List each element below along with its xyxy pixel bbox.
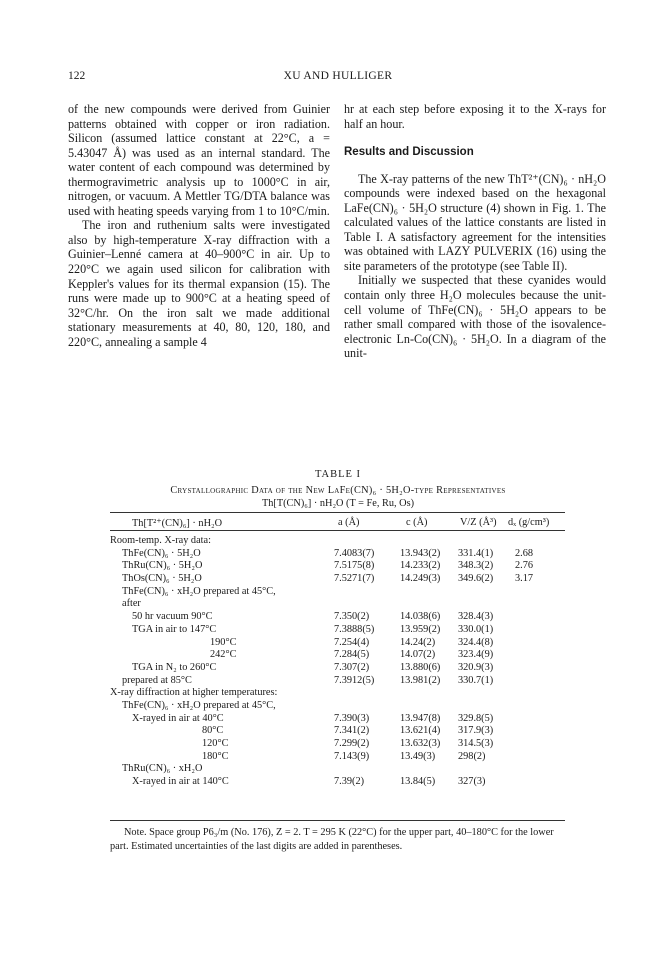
table-cell: 14.249(3) bbox=[400, 573, 441, 585]
table-cell: 327(3) bbox=[458, 776, 486, 788]
table-row bbox=[110, 700, 565, 713]
row-label: 190°C bbox=[210, 636, 237, 648]
table-cell: 349.6(2) bbox=[458, 573, 494, 585]
table-header bbox=[110, 517, 565, 533]
table-cell: 314.5(3) bbox=[458, 738, 494, 749]
row-label: ThRu(CN)₆ · xH₂O bbox=[122, 763, 203, 775]
table-cell: 7.350(2) bbox=[334, 611, 370, 623]
table-cell: 7.341(2) bbox=[334, 725, 370, 737]
table-cell: 13.621(4) bbox=[400, 725, 441, 737]
table-cell: 13.84(5) bbox=[400, 776, 436, 788]
table-cell: 14.038(6) bbox=[400, 611, 441, 623]
paragraph: of the new compounds were derived from Guinier patterns obtained with copper or iron radiation. Silicon (assumed lattice constant at 22°C, a = 5.43047 Å) was used as an internal standard. The water content of each compound was determined by thermogravimetric analysis up to 1000°C in air, nitrogen, or vacuum. A Mettler TG/DTA balance was used with heating speeds varying from 1 to 10°C/min. bbox=[68, 102, 330, 218]
table-cell: 14.24(2) bbox=[400, 636, 436, 648]
table-row bbox=[110, 776, 565, 789]
table-row bbox=[110, 586, 565, 599]
table-row bbox=[110, 535, 565, 548]
table-cell: 14.233(2) bbox=[400, 560, 441, 572]
row-label: Room-temp. X-ray data: bbox=[110, 535, 211, 546]
table-top-rule bbox=[110, 512, 565, 513]
table-cell: 13.880(6) bbox=[400, 661, 441, 673]
table-row bbox=[110, 560, 565, 573]
table-row bbox=[110, 687, 565, 700]
right-column bbox=[344, 102, 606, 361]
running-title: XU AND HULLIGER bbox=[283, 70, 393, 82]
row-label: ThFe(CN)₆ · 5H₂O bbox=[122, 547, 201, 559]
column-header: V/Z (Å³) bbox=[460, 517, 497, 528]
left-column bbox=[68, 102, 330, 349]
table-cell: 7.5175(8) bbox=[334, 560, 375, 572]
table-cell: 7.4083(7) bbox=[334, 547, 375, 559]
table-cell: 13.632(3) bbox=[400, 738, 441, 749]
table-cell: 320.9(3) bbox=[458, 661, 494, 673]
row-label: 242°C bbox=[210, 649, 237, 661]
table-cell: 317.9(3) bbox=[458, 725, 494, 737]
table-row bbox=[110, 751, 565, 764]
table-body bbox=[110, 535, 565, 789]
row-label: 180°C bbox=[202, 750, 229, 762]
table-cell: 7.284(5) bbox=[334, 649, 370, 661]
table-cell: 7.3912(5) bbox=[334, 674, 375, 686]
table-row bbox=[110, 611, 565, 624]
row-label: 120°C bbox=[202, 738, 229, 749]
table-row bbox=[110, 649, 565, 662]
table-cell: 13.959(2) bbox=[400, 623, 441, 635]
paragraph: The iron and ruthenium salts were investigated also by high-temperature X-ray diffraction with a Guinier–Lenné camera at 40–900°C in air. Up to 220°C we again used silicon for calibration with Keppler's values for its thermal expansion (15). The runs were made up to 900°C at a heating speed of 32°C/hr. On the iron salt we made additional stationary measurements at 40, 80, 120, 180, and 220°C, annealing a sample 4 bbox=[68, 218, 330, 349]
table-cell: 7.3888(5) bbox=[334, 623, 375, 635]
column-header: c (Å) bbox=[406, 517, 428, 528]
table-cell: 328.4(3) bbox=[458, 611, 494, 623]
column-header: Th[T²⁺(CN)₆] · nH₂O bbox=[132, 518, 223, 529]
data-table bbox=[110, 535, 565, 789]
row-label: ThFe(CN)₆ · xH₂O prepared at 45°C, bbox=[122, 699, 276, 711]
row-label: TGA in N₂ to 260°C bbox=[132, 661, 217, 673]
table-title-line: Crystallographic Data of the New LaFe(CN)₆ · 5H₂O-type Representatives bbox=[170, 485, 506, 496]
section-heading: Results and Discussion bbox=[344, 146, 474, 159]
table-cell: 7.299(2) bbox=[334, 738, 370, 749]
table-cell: 348.3(2) bbox=[458, 560, 494, 572]
row-label: X-ray diffraction at higher temperatures: bbox=[110, 687, 278, 699]
table-cell: 7.390(3) bbox=[334, 712, 370, 724]
table-row bbox=[110, 624, 565, 637]
page-number: 122 bbox=[68, 70, 86, 82]
row-label: ThFe(CN)₆ · xH₂O prepared at 45°C, bbox=[122, 585, 276, 597]
table-cell: 329.8(5) bbox=[458, 712, 494, 724]
row-label: ThRu(CN)₆ · 5H₂O bbox=[122, 560, 203, 572]
table-cell: 7.143(9) bbox=[334, 750, 370, 762]
table-bottom-rule bbox=[110, 820, 565, 821]
row-label: X-rayed in air at 140°C bbox=[132, 776, 229, 788]
table-row bbox=[110, 637, 565, 650]
row-label: 50 hr vacuum 90°C bbox=[132, 611, 213, 623]
table-cell: 13.981(2) bbox=[400, 674, 441, 686]
paragraph: The X-ray patterns of the new ThT²⁺(CN)₆ · nH₂O compounds were indexed based on the hexagonal LaFe(CN)₆ · 5H₂O structure (4) shown in Fig. 1. The calculated values of the lattice constants are listed in Table I. A satisfactory agreement for the intensities was obtained with LAZY PULVERIX (16) using the site parameters of the prototype (see Table II). bbox=[344, 171, 606, 273]
row-label: after bbox=[122, 598, 141, 610]
row-label: TGA in air to 147°C bbox=[132, 623, 217, 635]
table-cell: 13.947(8) bbox=[400, 712, 441, 724]
table-cell: 323.4(9) bbox=[458, 649, 494, 661]
table-row bbox=[110, 662, 565, 675]
table-cell: 14.07(2) bbox=[400, 649, 436, 661]
table-cell: 330.0(1) bbox=[458, 623, 494, 635]
paragraph: Initially we suspected that these cyanides would contain only three H₂O molecules because the unit-cell volume of ThFe(CN)₆ · 5H₂O appears to be rather small compared with those of the isovalence-electronic Ln-Co(CN)₆ · 5H₂O. In a diagram of the unit- bbox=[344, 273, 606, 361]
row-label: 80°C bbox=[202, 725, 224, 737]
table-cell: 13.49(3) bbox=[400, 750, 436, 762]
table-cell: 331.4(1) bbox=[458, 547, 494, 559]
table-cell: 7.5271(7) bbox=[334, 573, 375, 585]
column-header: a (Å) bbox=[338, 517, 360, 528]
column-header: dₓ (g/cm³) bbox=[508, 517, 550, 528]
table-cell: 2.68 bbox=[515, 547, 534, 559]
row-label: X-rayed in air at 40°C bbox=[132, 712, 224, 724]
table-row bbox=[110, 548, 565, 561]
table-row bbox=[110, 675, 565, 688]
table-row bbox=[110, 725, 565, 738]
table-row bbox=[110, 738, 565, 751]
table-row bbox=[110, 763, 565, 776]
table-note: Note. Space group P6₃/m (No. 176), Z = 2. T = 295 K (22°C) for the upper part, 40–180°C for the lower part. Estimated uncertainties of the last digits are added in parentheses. bbox=[110, 827, 554, 852]
table-cell: 7.39(2) bbox=[334, 776, 365, 788]
table-cell: 7.254(4) bbox=[334, 636, 370, 648]
table-cell: 3.17 bbox=[515, 573, 534, 585]
table-title-line: Th[T(CN)₆] · nH₂O (T = Fe, Ru, Os) bbox=[261, 497, 415, 509]
table-cell: 330.7(1) bbox=[458, 674, 494, 686]
table-row bbox=[110, 598, 565, 611]
table-label: TABLE I bbox=[314, 469, 362, 480]
table-cell: 13.943(2) bbox=[400, 547, 441, 559]
table-cell: 7.307(2) bbox=[334, 661, 370, 673]
table-row bbox=[110, 573, 565, 586]
row-label: ThOs(CN)₆ · 5H₂O bbox=[122, 573, 202, 585]
table-title bbox=[68, 485, 608, 510]
table-cell: 298(2) bbox=[458, 750, 486, 762]
table-row bbox=[110, 713, 565, 726]
paragraph: hr at each step before exposing it to the X-rays for half an hour. bbox=[344, 102, 606, 131]
row-label: prepared at 85°C bbox=[122, 674, 192, 686]
table-cell: 324.4(8) bbox=[458, 636, 494, 648]
page-header bbox=[68, 70, 608, 86]
table-cell: 2.76 bbox=[515, 560, 534, 572]
